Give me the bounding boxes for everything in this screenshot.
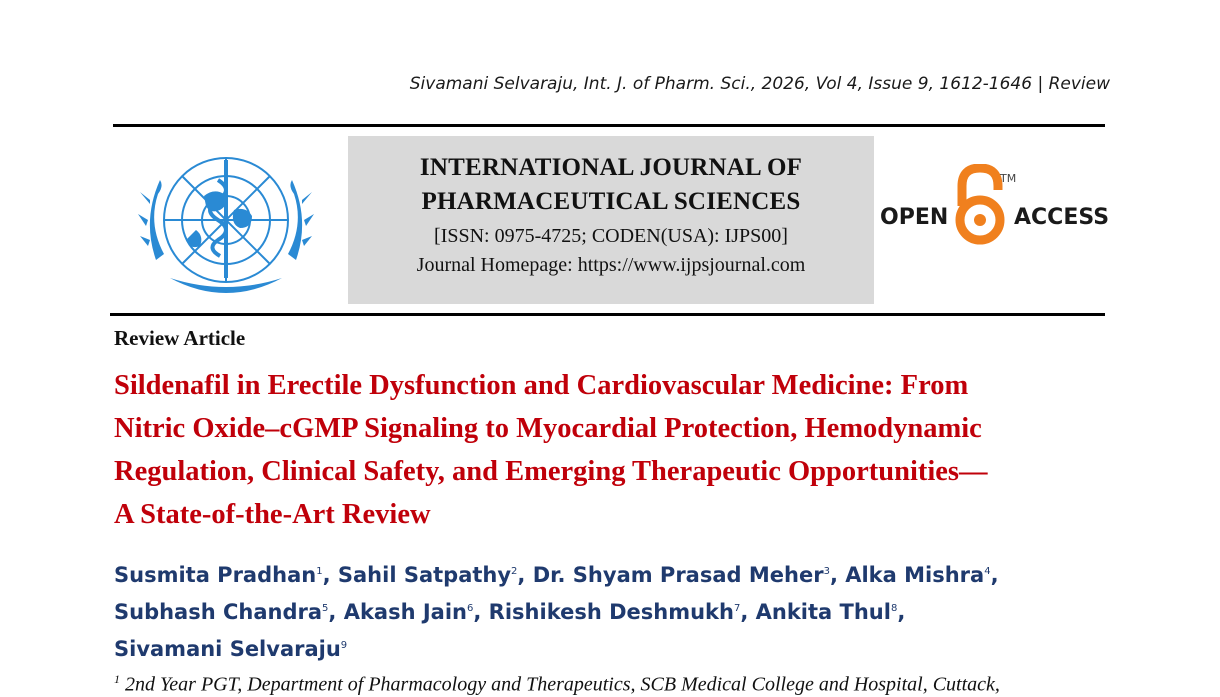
author-name: Subhash Chandra	[114, 600, 323, 624]
author-affiliation-number: 8	[890, 603, 898, 614]
running-head-citation: Sivamani Selvaraju, Int. J. of Pharm. Sci., 2026, Vol 4, Issue 9, 1612-1646 | Review	[409, 74, 1110, 94]
author-affiliation-number: 3	[823, 566, 830, 577]
author-name: Akash Jain	[343, 600, 467, 624]
author-affiliation-number: 4	[984, 566, 991, 577]
journal-identifiers: [ISSN: 0975-4725; CODEN(USA): IJPS00]	[434, 225, 788, 247]
author-affiliation-number: 7	[733, 603, 741, 614]
journal-title: INTERNATIONAL JOURNAL OF PHARMACEUTICAL SCIENCES	[419, 154, 803, 215]
author-line	[114, 629, 1104, 666]
affiliation-text: 2nd Year PGT, Department of Pharmacology and Therapeutics, SCB Medical College and Hospital, Cuttack,	[125, 673, 1000, 696]
open-access-tm: TM	[1000, 172, 1017, 185]
author-name: Rishikesh Deshmukh	[488, 600, 734, 624]
author-affiliation-number: 2	[511, 566, 518, 577]
open-access-right-text: ACCESS	[1014, 205, 1110, 230]
author-affiliation-number: 6	[467, 603, 474, 614]
author-line: Subhash Chandra$^5$, Akash Jain$^6$, Rishikesh Deshmukh$^7$, Ankita Thul$^8$,	[114, 600, 906, 624]
author-list	[114, 555, 1104, 666]
title-line: Regulation, Clinical Safety, and Emerging Therapeutic Opportunities—	[114, 456, 988, 487]
author-name: Alka Mishra	[845, 563, 985, 587]
journal-homepage: Journal Homepage: https://www.ijpsjournal.com	[416, 254, 806, 276]
title-line: A State-of-the-Art Review	[114, 499, 431, 530]
bottom-rule	[110, 313, 1105, 316]
author-name: Sivamani Selvaraju	[114, 637, 341, 661]
author-name: Susmita Pradhan	[114, 563, 317, 587]
title-line: Sildenafil in Erectile Dysfunction and Cardiovascular Medicine: From	[114, 370, 969, 401]
author-name: Dr. Shyam Prasad Meher	[532, 563, 824, 587]
affiliation-line	[114, 672, 1114, 697]
title-line: Nitric Oxide–cGMP Signaling to Myocardial Protection, Hemodynamic	[114, 413, 982, 444]
article-type-label: Review Article	[114, 326, 246, 350]
journal-emblem-logo	[126, 140, 326, 308]
author-affiliation-number: 9	[340, 640, 348, 651]
affiliation-number: 1	[114, 672, 120, 686]
author-name: Ankita Thul	[755, 600, 891, 624]
top-rule	[113, 124, 1105, 127]
open-access-logo	[880, 164, 1110, 254]
author-line: Susmita Pradhan$^1$, Sahil Satpathy$^2$, Dr. Shyam Prasad Meher$^3$, Alka Mishra$^4$,	[114, 563, 999, 587]
open-access-left-text: OPEN	[880, 205, 949, 230]
author-affiliation-number: 1	[316, 566, 323, 577]
author-affiliation-number: 5	[322, 603, 329, 614]
article-title	[114, 364, 1114, 536]
author-name: Sahil Satpathy	[337, 563, 512, 587]
journal-masthead	[348, 136, 874, 304]
